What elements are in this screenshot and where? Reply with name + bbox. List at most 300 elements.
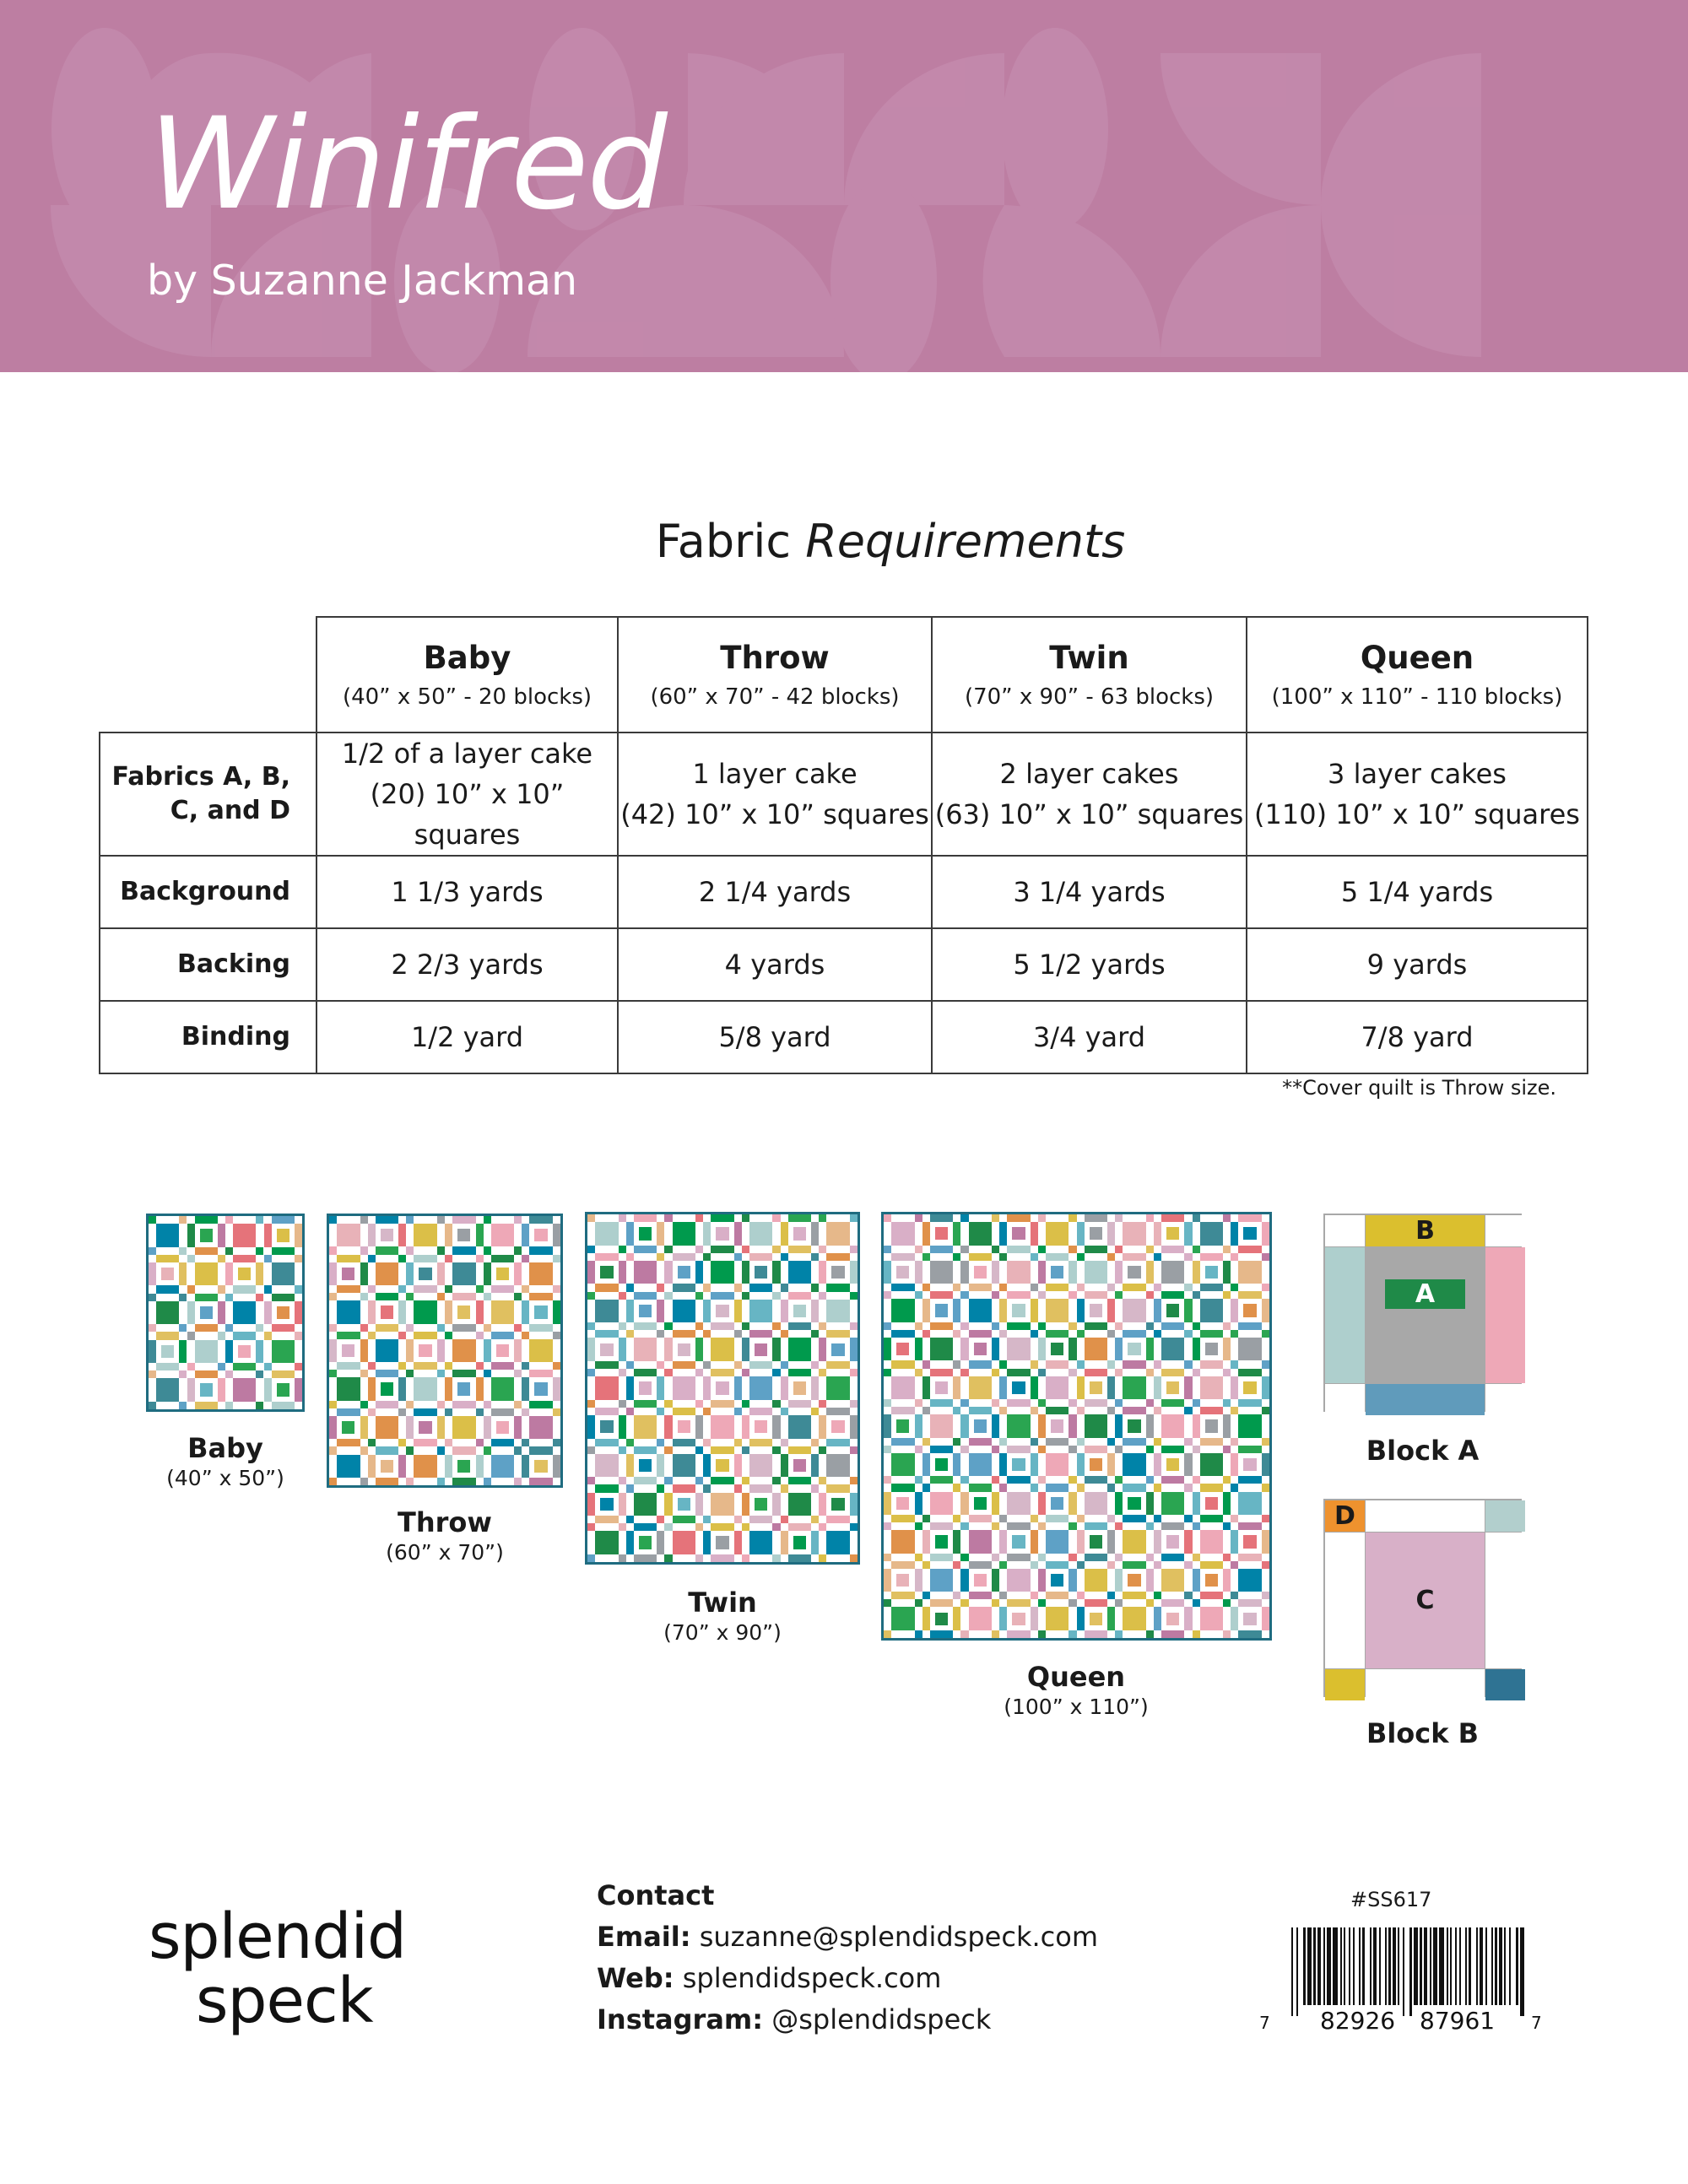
block-piece [1123, 1330, 1145, 1338]
block-piece [1146, 1476, 1154, 1484]
block-piece [149, 1247, 156, 1255]
block-piece [1200, 1592, 1223, 1599]
block-piece [484, 1370, 491, 1377]
instagram-link[interactable]: @splendidspeck [771, 2003, 992, 2035]
block-piece [1115, 1484, 1123, 1491]
block-piece [1200, 1630, 1223, 1638]
block-piece [930, 1253, 953, 1261]
block-piece [1238, 1414, 1261, 1437]
block-piece [781, 1446, 788, 1454]
quilt-block-a [922, 1522, 961, 1561]
block-piece [376, 1224, 398, 1246]
block-piece [1193, 1453, 1200, 1476]
block-piece [1007, 1322, 1030, 1330]
block-piece [626, 1292, 634, 1300]
block-piece [195, 1324, 218, 1332]
block-piece [368, 1300, 376, 1323]
block-piece [414, 1446, 436, 1454]
block-piece [772, 1322, 780, 1330]
block-piece [1046, 1484, 1069, 1491]
block-piece [1200, 1284, 1223, 1291]
block-piece [657, 1322, 664, 1330]
block-piece [772, 1408, 780, 1415]
block-piece [969, 1222, 992, 1245]
block-piece [626, 1222, 634, 1245]
block-piece [915, 1284, 922, 1291]
block-piece [445, 1408, 452, 1416]
block-piece [711, 1531, 733, 1554]
block-piece [414, 1439, 436, 1446]
block-piece [657, 1253, 664, 1261]
block-piece [992, 1607, 999, 1630]
block-piece [553, 1416, 560, 1439]
block-piece [850, 1477, 858, 1484]
block-piece [329, 1446, 337, 1454]
block-piece [414, 1285, 436, 1293]
block-a-label: Block A [1366, 1435, 1480, 1467]
quilt-block-a [664, 1484, 703, 1523]
quilt-block-a [626, 1369, 665, 1408]
block-piece [772, 1484, 780, 1492]
block-piece [414, 1416, 436, 1439]
block-piece [634, 1531, 657, 1554]
block-center-square [1166, 1381, 1179, 1394]
block-piece [634, 1361, 657, 1369]
quilt-block-a [1077, 1369, 1116, 1408]
block-piece [619, 1376, 626, 1399]
block-piece [1231, 1530, 1238, 1553]
block-piece [811, 1214, 819, 1222]
quilt-block-a [781, 1369, 820, 1408]
block-piece [826, 1400, 849, 1408]
block-piece [1193, 1484, 1200, 1491]
block-piece [529, 1370, 552, 1377]
block-piece [1154, 1569, 1161, 1592]
block-piece [891, 1376, 914, 1399]
block-piece [1146, 1484, 1154, 1491]
block-piece [587, 1484, 595, 1492]
block-piece [1077, 1414, 1085, 1437]
quilt-block-b [960, 1446, 999, 1484]
block-piece [522, 1293, 529, 1300]
block-piece [695, 1415, 703, 1438]
block-piece [437, 1246, 445, 1254]
block-piece [1200, 1369, 1223, 1376]
block-piece [1231, 1399, 1238, 1407]
block-piece [1238, 1399, 1261, 1407]
block-piece [1193, 1607, 1200, 1630]
block-piece [915, 1607, 922, 1630]
block-piece [1223, 1261, 1231, 1284]
quilt-illustration-queen [881, 1212, 1272, 1641]
quilt-block-b [819, 1292, 858, 1331]
block-piece [1238, 1530, 1261, 1553]
block-piece [749, 1292, 772, 1300]
block-piece [1115, 1476, 1123, 1484]
block-piece [742, 1516, 749, 1523]
block-piece [1077, 1438, 1085, 1446]
block-piece [476, 1455, 484, 1478]
block-piece [891, 1569, 914, 1592]
quilt-block-a [922, 1599, 961, 1638]
block-piece [529, 1377, 552, 1400]
block-piece [195, 1294, 218, 1301]
pattern-sku: #SS617 [1350, 1888, 1432, 1911]
block-piece [476, 1416, 484, 1439]
block-piece [1046, 1522, 1069, 1530]
block-piece [819, 1415, 826, 1438]
block-piece [922, 1376, 930, 1399]
table-cell: 4 yards [618, 928, 932, 1001]
contact-block [597, 1875, 1098, 2041]
block-piece [673, 1369, 695, 1376]
block-center-square [831, 1266, 844, 1279]
block-piece [256, 1370, 263, 1378]
block-piece [406, 1339, 414, 1362]
block-piece [915, 1330, 922, 1338]
quilt-block-b [187, 1332, 226, 1370]
block-center-square [793, 1227, 806, 1240]
block-piece [491, 1478, 514, 1485]
block-piece [781, 1292, 788, 1300]
block-piece [742, 1439, 749, 1446]
block-piece [749, 1330, 772, 1338]
block-piece [233, 1255, 256, 1262]
block-piece [772, 1338, 780, 1360]
block-piece [734, 1531, 742, 1554]
block-piece [1046, 1253, 1069, 1261]
block-piece [673, 1222, 695, 1245]
quilt-block-b [664, 1369, 703, 1408]
quilt-block-a [703, 1214, 742, 1253]
block-piece [703, 1376, 711, 1399]
block-piece [1123, 1515, 1145, 1522]
quilt-block-b [1154, 1253, 1193, 1292]
block-piece [1154, 1291, 1161, 1299]
block-piece [915, 1453, 922, 1476]
quilt-block-b [587, 1523, 626, 1562]
cell-line: (20) 10” x 10” squares [370, 778, 565, 851]
block-piece [1123, 1522, 1145, 1530]
block-piece [891, 1261, 914, 1284]
block-piece [398, 1455, 406, 1478]
block-piece [376, 1255, 398, 1262]
block-piece [452, 1455, 475, 1478]
block-piece [1085, 1399, 1107, 1407]
block-piece [1115, 1522, 1123, 1530]
block-piece [969, 1414, 992, 1437]
block-piece [256, 1378, 263, 1401]
quilt-block-a [587, 1253, 626, 1292]
block-piece [1161, 1522, 1184, 1530]
block-piece [295, 1224, 302, 1246]
quilt-block-b [664, 1292, 703, 1331]
block-piece [1085, 1414, 1107, 1437]
block-piece [1146, 1369, 1154, 1376]
block-piece [664, 1284, 672, 1291]
block-piece [587, 1400, 595, 1408]
block-piece [398, 1216, 406, 1224]
block-piece [1085, 1438, 1107, 1446]
block-piece [1038, 1484, 1046, 1491]
block-piece [619, 1253, 626, 1261]
web-link[interactable]: splendidspeck.com [682, 1962, 942, 1994]
block-piece [850, 1369, 858, 1376]
block-piece [969, 1476, 992, 1484]
quilt-block-b [884, 1522, 922, 1561]
block-piece [225, 1255, 233, 1262]
block-piece [187, 1255, 195, 1262]
block-piece [884, 1261, 891, 1284]
quilt-block-b [1154, 1484, 1193, 1522]
block-piece [634, 1376, 657, 1399]
block-piece [1077, 1322, 1085, 1330]
block-piece [742, 1415, 749, 1438]
corner-tl [1325, 1215, 1365, 1246]
block-piece [619, 1415, 626, 1438]
block-piece [884, 1399, 891, 1407]
block-piece [1223, 1414, 1231, 1437]
block-piece [884, 1599, 891, 1607]
block-piece [742, 1222, 749, 1245]
block-piece [1146, 1407, 1154, 1414]
block-piece [452, 1262, 475, 1285]
block-piece [1077, 1246, 1085, 1253]
block-piece [992, 1569, 999, 1592]
block-piece [437, 1285, 445, 1293]
block-piece [1161, 1484, 1184, 1491]
block-piece [811, 1554, 819, 1562]
block-piece [1231, 1322, 1238, 1330]
block-piece [703, 1284, 711, 1291]
block-piece [884, 1484, 891, 1491]
block-piece [969, 1360, 992, 1368]
block-piece [1115, 1222, 1123, 1245]
block-piece [1184, 1476, 1192, 1484]
block-piece [953, 1299, 960, 1322]
block-piece [819, 1292, 826, 1300]
block-piece [788, 1439, 811, 1446]
block-piece [233, 1340, 256, 1363]
block-piece [891, 1291, 914, 1299]
size-name: Queen [1360, 640, 1474, 676]
block-piece [522, 1455, 529, 1478]
block-piece [491, 1332, 514, 1339]
block-piece [398, 1246, 406, 1254]
block-piece [1231, 1253, 1238, 1261]
block-piece [930, 1261, 953, 1284]
block-piece [1123, 1630, 1145, 1638]
block-piece [368, 1455, 376, 1478]
block-piece [703, 1253, 711, 1261]
block-piece [476, 1262, 484, 1285]
block-piece [1069, 1522, 1076, 1530]
block-piece [850, 1454, 858, 1477]
block-piece [1200, 1515, 1223, 1522]
email-link[interactable]: suzanne@splendidspeck.com [699, 1921, 1098, 1953]
block-piece [819, 1439, 826, 1446]
block-piece [1231, 1569, 1238, 1592]
block-piece [891, 1399, 914, 1407]
block-piece [1231, 1330, 1238, 1338]
block-piece [414, 1377, 436, 1400]
block-piece [1046, 1607, 1069, 1630]
quilt-block-b [406, 1446, 445, 1485]
block-piece [695, 1214, 703, 1222]
block-piece [781, 1284, 788, 1291]
title-italic: Requirements [805, 515, 1126, 568]
block-piece [992, 1299, 999, 1322]
block-piece [1069, 1407, 1076, 1414]
block-piece [1200, 1246, 1223, 1253]
block-center-square [381, 1229, 393, 1241]
block-piece [953, 1476, 960, 1484]
block-piece [187, 1294, 195, 1301]
block-piece [1200, 1569, 1223, 1592]
quilt-block-b [781, 1408, 820, 1446]
block-piece [930, 1438, 953, 1446]
block-piece [1161, 1446, 1184, 1453]
block-piece [514, 1339, 522, 1362]
block-piece [272, 1402, 295, 1409]
block-piece [749, 1531, 772, 1554]
block-piece [930, 1291, 953, 1299]
block-piece [218, 1370, 225, 1378]
block-piece [657, 1338, 664, 1360]
block-b-left-strip [1325, 1533, 1365, 1668]
block-piece [999, 1592, 1007, 1599]
block-piece [788, 1284, 811, 1291]
block-piece [999, 1453, 1007, 1476]
block-piece [891, 1330, 914, 1338]
block-piece [884, 1607, 891, 1630]
block-piece [915, 1376, 922, 1399]
block-piece [1069, 1561, 1076, 1569]
block-piece [1154, 1246, 1161, 1253]
block-piece [272, 1370, 295, 1378]
block-piece [711, 1300, 733, 1322]
block-piece [657, 1284, 664, 1291]
block-center-square [1128, 1266, 1140, 1279]
block-piece [587, 1284, 595, 1291]
block-piece [1115, 1261, 1123, 1284]
block-piece [969, 1630, 992, 1638]
block-piece [953, 1291, 960, 1299]
block-piece [664, 1439, 672, 1446]
quilt-block-a [187, 1216, 226, 1255]
quilt-block-b [329, 1293, 368, 1332]
block-piece [1069, 1369, 1076, 1376]
quilt-block-a [703, 1369, 742, 1408]
block-piece [953, 1376, 960, 1399]
block-piece [811, 1523, 819, 1531]
block-piece [711, 1493, 733, 1516]
quilt-block-b [960, 1522, 999, 1561]
block-piece [999, 1376, 1007, 1399]
quilt-block-b [1038, 1446, 1077, 1484]
block-piece [1077, 1453, 1085, 1476]
block-piece [703, 1454, 711, 1477]
block-piece [1223, 1554, 1231, 1561]
quilt-block-b [329, 1370, 368, 1408]
block-piece [992, 1554, 999, 1561]
block-center-square [200, 1306, 213, 1319]
block-piece [329, 1455, 337, 1478]
block-center-square [1090, 1381, 1102, 1394]
block-piece [179, 1262, 187, 1285]
block-piece [742, 1300, 749, 1322]
block-center-square [419, 1344, 431, 1357]
size-name: Twin [1049, 640, 1129, 676]
block-piece [1031, 1222, 1038, 1245]
quilt-block-a [884, 1253, 922, 1292]
quilt-block-a [1231, 1369, 1269, 1408]
size-dims: (40” x 50” - 20 blocks) [342, 684, 592, 710]
block-piece [595, 1531, 618, 1554]
block-piece [595, 1454, 618, 1477]
block-piece [368, 1324, 376, 1332]
quilt-block-a [884, 1561, 922, 1600]
block-piece [960, 1522, 968, 1530]
quilt-block-b [922, 1253, 961, 1292]
block-piece [850, 1261, 858, 1284]
quilt-block-a [1154, 1446, 1193, 1484]
block-piece [149, 1301, 156, 1324]
block-piece [703, 1554, 711, 1562]
block-piece [1154, 1369, 1161, 1376]
block-piece [1146, 1453, 1154, 1476]
block-piece [476, 1285, 484, 1293]
block-piece [553, 1370, 560, 1377]
block-piece [922, 1592, 930, 1599]
block-piece [999, 1407, 1007, 1414]
block-piece [491, 1439, 514, 1446]
contact-instagram-row [597, 1999, 1098, 2041]
block-piece [437, 1324, 445, 1332]
block-piece [1231, 1607, 1238, 1630]
block-piece [999, 1522, 1007, 1530]
web-label: Web: [597, 1962, 674, 1994]
block-piece [960, 1515, 968, 1522]
block-piece [1231, 1453, 1238, 1476]
block-piece [1161, 1376, 1184, 1399]
block-piece [233, 1262, 256, 1285]
block-piece [1107, 1291, 1115, 1299]
block-piece [657, 1477, 664, 1484]
block-piece [1115, 1453, 1123, 1476]
block-piece [1146, 1253, 1154, 1261]
block-piece [595, 1330, 618, 1338]
block-piece [1223, 1438, 1231, 1446]
block-piece [1161, 1599, 1184, 1607]
block-piece [1231, 1261, 1238, 1284]
block-piece [1031, 1453, 1038, 1476]
size-header-twin [932, 617, 1247, 733]
block-piece [218, 1224, 225, 1246]
block-piece [1262, 1530, 1269, 1553]
block-piece [1184, 1569, 1192, 1592]
block-piece [992, 1360, 999, 1368]
block-piece [406, 1455, 414, 1478]
block-piece [360, 1324, 368, 1332]
block-piece [368, 1362, 376, 1370]
block-piece [1031, 1214, 1038, 1222]
block-piece [595, 1361, 618, 1369]
block-piece [1007, 1530, 1030, 1553]
block-piece [930, 1222, 953, 1245]
block-piece [1184, 1407, 1192, 1414]
block-piece [850, 1516, 858, 1523]
